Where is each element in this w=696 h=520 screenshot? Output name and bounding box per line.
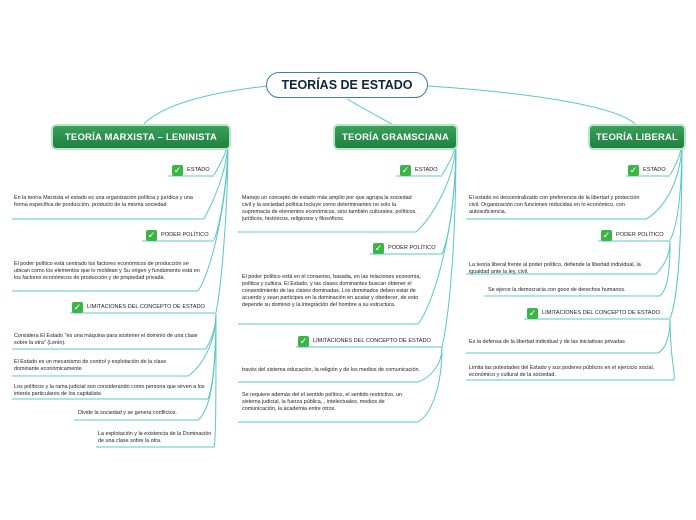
branch-title: TEORÍA MARXISTA – LENINISTA [64,131,218,143]
topic-label: PODER POLÍTICO [616,231,664,238]
branch-liberal[interactable] [590,126,684,148]
topic-label: ESTADO [187,166,210,173]
branch-gramsciana[interactable] [335,126,456,148]
checkmark-icon: ✓ [602,230,611,240]
topic-poder-politico[interactable] [373,243,436,254]
note-text: Considera El Estado "es una máquina para sostener el dominio de una clase sobre la otra" (Lenin). [14,333,198,347]
note-text: El estado es descentralizado con preferencia de la libertad y protección civil. Organización con funciones reducidas en lo económico, con autosuficiencia. [469,195,640,216]
topic-label: LIMITACIONES DEL CONCEPTO DE ESTADO [313,337,431,344]
note-text: Divide la sociedad y se genera conflictos. [78,410,177,416]
note-text: Se ejerce la democracia con goce de derechos humanos. [488,287,626,293]
branch-marxista-leninista[interactable] [53,126,229,148]
topic-label: PODER POLÍTICO [388,244,436,251]
note-text: Limita las potestades del Estado y sus poderes públicos en el ejercicio social, económico y cultural de la sociedad. [469,365,655,379]
central-title: TEORÍAS DE ESTADO [281,78,413,92]
note-text: En la teoría Marxista el estado es una organización política y jurídica y una forma específica de producción. producto de la misma sociedad [14,195,193,209]
central-topic[interactable] [266,72,428,98]
branch-title: TEORÍA GRAMSCIANA [341,131,450,143]
checkmark-icon: ✓ [73,302,82,312]
checkmark-icon: ✓ [401,165,410,175]
topic-label: ESTADO [415,166,438,173]
note-text: La teoría liberal frente al poder político, defiende la libertad individual, la igualdad ante la ley, civil. [469,262,641,276]
topic-estado[interactable] [172,165,210,176]
note-text: El poder político está en el consenso, basada, en las relaciones economía, política y cultura. El Estado, y las clases dominantes buscan obtener el consentimiento de las clases dominadas. Los dominados deben estar de acuerdo y sean participes en la dominación en acatar y obedecer, de esto depende su dominio y la integración del hombre a su estructura. [242,274,421,309]
topic-poder-politico[interactable] [146,230,209,241]
checkmark-icon: ✓ [147,230,156,240]
topic-limitaciones[interactable] [298,336,431,347]
note-text: través del sistema educación, la religión y de los medios de comunicación. [242,367,420,373]
topic-poder-politico[interactable] [601,230,664,241]
topic-estado[interactable] [400,165,438,176]
checkmark-icon: ✓ [173,165,182,175]
checkmark-icon: ✓ [528,308,537,318]
note-text: La explotación y la existencia de la Dominación de una clase sobre la otra. [98,431,212,445]
note-text: El Estado es un mecanismo de control y explotación de la clase dominante económicamente [14,359,167,373]
note-text: Se requiere además del el sentido político, el sentido restrictivo, un sistema judicial, la fuerza pública, , intelectuales, medios de comunicación, la academia entre otros. [242,392,403,413]
checkmark-icon: ✓ [299,336,308,346]
note-text: Manejo un concepto de estado más amplio por que agrupa la sociedad civil y la sociedad política Incluye como determinantes no solo la supremacía de elementos económicos, sino también culturales, políticos, jurídicos, históricos, religiosos y filosóficos. [242,195,417,223]
checkmark-icon: ✓ [374,243,383,253]
note-text: Es la defensa de la libertad individual y de las iniciativas privadas [469,339,625,345]
topic-estado[interactable] [628,165,666,176]
topic-label: LIMITACIONES DEL CONCEPTO DE ESTADO [542,309,660,316]
checkmark-icon: ✓ [629,165,638,175]
topic-limitaciones[interactable] [72,302,205,313]
topic-limitaciones[interactable] [527,308,660,319]
topic-label: LIMITACIONES DEL CONCEPTO DE ESTADO [87,303,205,310]
note-text: Los políticos y la rama judicial son considerando como persona que sirven a los interés particulares de los capitalista [14,384,205,398]
note-text: El poder político está centrado los factores económicos de producción se ubican como los elementos que lo moldean y Su origen y fundamento está en los factores económicos de producción y de propiedad privada. [14,261,200,282]
topic-label: PODER POLÍTICO [161,231,209,238]
topic-label: ESTADO [643,166,666,173]
branch-title: TEORÍA LIBERAL [595,131,679,143]
